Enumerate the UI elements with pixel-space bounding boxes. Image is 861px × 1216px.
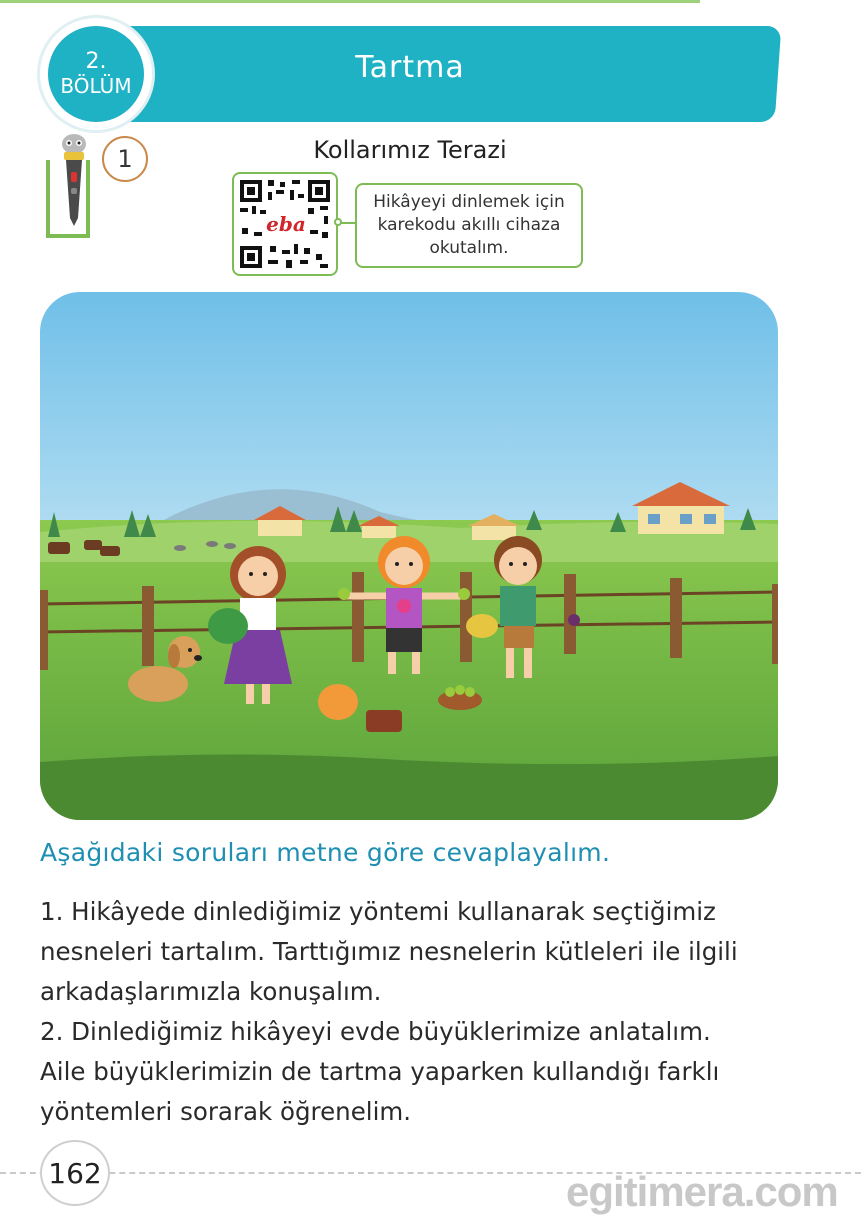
- instructions-heading: Aşağıdaki soruları metne göre cevaplayalım.: [40, 838, 611, 867]
- page-title: Tartma: [355, 50, 465, 85]
- top-rule: [0, 0, 700, 3]
- qr-logo: eba: [266, 212, 306, 236]
- section-number: 2.: [85, 49, 107, 74]
- section-label: BÖLÜM: [60, 74, 132, 98]
- qr-instruction-callout: Hikâyeyi dinlemek için karekodu akıllı cihaza okutalım.: [355, 183, 583, 268]
- question-1-line-1: 1. Hikâyede dinlediğimiz yöntemi kullanarak seçtiğimiz: [40, 897, 716, 926]
- callout-connector-dot: [334, 218, 342, 226]
- question-1-line-2: nesneleri tartalım. Tarttığımız nesnelerin kütleleri ile ilgili: [40, 937, 738, 966]
- farm-scene-illustration: [40, 292, 778, 820]
- story-number: 1: [102, 136, 148, 182]
- question-2-line-1: 2. Dinlediğimiz hikâyeyi evde büyüklerimize anlatalım.: [40, 1017, 711, 1046]
- watermark: egitimera.com: [566, 1168, 838, 1215]
- story-illustration: [40, 292, 778, 820]
- section-badge: [40, 18, 152, 130]
- question-2-line-3: yöntemleri sorarak öğrenelim.: [40, 1097, 412, 1126]
- question-2-line-2: Aile büyüklerimizin de tartma yaparken kullandığı farklı: [40, 1057, 720, 1086]
- qr-code[interactable]: [232, 172, 338, 276]
- question-1-line-3: arkadaşlarımızla konuşalım.: [40, 977, 382, 1006]
- smart-pen-icon: [50, 132, 98, 228]
- page-number: 162: [40, 1140, 110, 1206]
- questions-block: [40, 892, 800, 1132]
- story-title: Kollarımız Terazi: [313, 136, 507, 164]
